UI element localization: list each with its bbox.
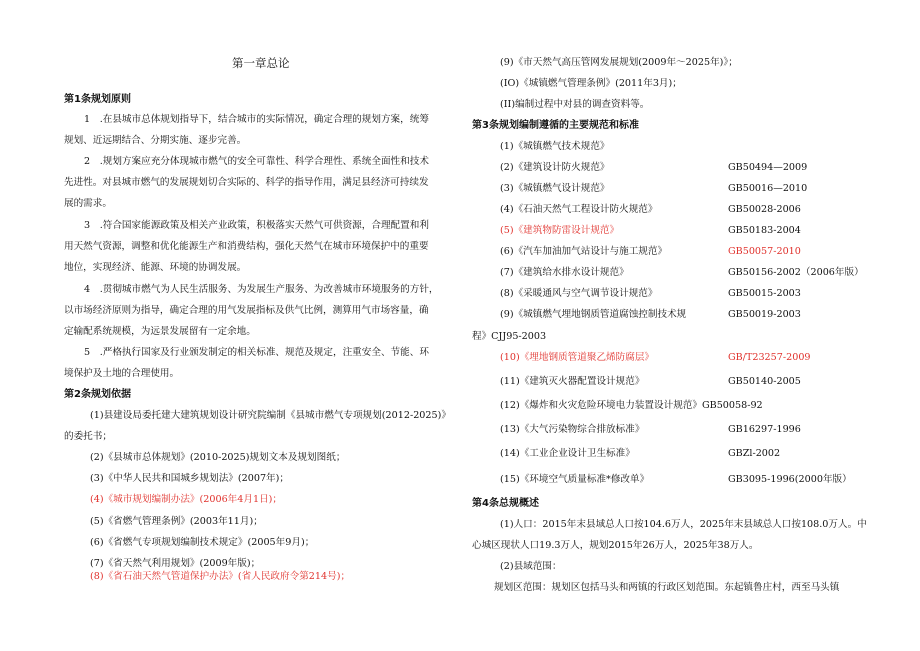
list-item: (IO)《城镇燃气管理条例》(2011年3月)； xyxy=(500,78,682,89)
standard-code: GBZl-2002 xyxy=(728,448,781,459)
list-item: 的委托书； xyxy=(64,431,112,442)
paragraph-line: 规划、近远期结合、分期实施、逐步完善。 xyxy=(64,135,247,146)
section-heading: 第2条规划依据 xyxy=(64,389,131,400)
paragraph-line: 先进性。对县城市燃气的发展规划切合实际的、科学的指导作用，满足县经济可持续发 xyxy=(64,177,429,188)
list-item: (3)《中华人民共和国城乡规划法》(2007年)； xyxy=(90,473,289,484)
standard-name: (10)《埋地钢质管道聚乙烯防腐层》 xyxy=(500,352,655,363)
standard-name: (13)《大气污染物综合排放标准》 xyxy=(500,424,645,435)
paragraph-line: (2)县域范围： xyxy=(500,561,562,572)
standard-code: GB50015-2003 xyxy=(728,288,801,299)
standard-code: GB50494—2009 xyxy=(728,162,808,173)
list-item: (6)《省燃气专项规划编制技术规定》(2005年9月)； xyxy=(90,537,315,548)
list-item: (8)《省石油天然气管道保护办法》(省人民政府令第214号)； xyxy=(90,571,351,582)
paragraph-line: 规划区范围：规划区包括马头和两镇的行政区划范围。东起镇鲁庄村，西至马头镇 xyxy=(494,582,840,593)
paragraph-line: 定输配系统规模，为远景发展留有一定余地。 xyxy=(64,326,256,337)
standard-name: (4)《石油天然气工程设计防火规范》 xyxy=(500,204,658,215)
standard-name: (5)《建筑物防雷设计规范》 xyxy=(500,225,620,236)
standard-name: (1)《城镇燃气技术规范》 xyxy=(500,141,610,152)
section-heading: 第3条规划编制遵循的主要规范和标准 xyxy=(472,120,639,131)
standard-code: GB50019-2003 xyxy=(728,309,801,320)
list-item: (5)《省燃气管理条例》(2003年11月)； xyxy=(90,516,263,527)
standard-code: GB3095-1996(2000年版） xyxy=(728,474,852,485)
section-heading: 第1条规划原则 xyxy=(64,94,131,105)
list-item: (2)《县城市总体规划》(2010-2025)规划文本及规划图纸； xyxy=(90,452,346,463)
paragraph-line: 3 .符合国家能源政策及相关产业政策，积极落实天然气可供资源，合理配置和利 xyxy=(84,220,429,231)
standard-code: GB50016—2010 xyxy=(728,183,808,194)
paragraph-line: 境保护及土地的合理使用。 xyxy=(64,368,180,379)
standard-name: (9)《城镇燃气埋地钢质管道腐蚀控制技术规 xyxy=(500,309,687,320)
paragraph-line: 展的需求。 xyxy=(64,198,112,209)
paragraph-line: 地位，实现经济、能源、环境的协调发展。 xyxy=(64,262,247,273)
paragraph-line: 2 .规划方案应充分体现城市燃气的安全可靠性、科学合理性、系统全面性和技术 xyxy=(84,156,429,167)
standard-name: (2)《建筑设计防火规范》 xyxy=(500,162,610,173)
list-item: (7)《省天然气利用规划》(2009年版)； xyxy=(90,558,261,569)
standard-name: (14)《工业企业设计卫生标准》 xyxy=(500,448,635,459)
standard-name: (6)《汽车加油加气站设计与施工规范》 xyxy=(500,246,668,257)
paragraph-line: 1 .在县城市总体规划指导下，结合城市的实际情况，确定合理的规划方案，统筹 xyxy=(84,114,429,125)
chapter-title: 第一章总论 xyxy=(232,56,290,70)
section-heading: 第4条总规概述 xyxy=(472,498,539,509)
paragraph-line: 用天然气资源，调整和优化能源生产和消费结构，强化天然气在城市环境保护中的重要 xyxy=(64,241,429,252)
standard-code: GB50140-2005 xyxy=(728,376,801,387)
standard-code: GB50156-2002（2006年版） xyxy=(728,267,864,278)
standard-name: (15)《环境空气质量标准*修改单》 xyxy=(500,474,650,485)
paragraph-line: 5 .严格执行国家及行业颁发制定的相关标准、规范及规定，注重安全、节能、环 xyxy=(84,347,429,358)
standard-name: (12)《爆炸和火灾危险环境电力装置设计规范》GB50058-92 xyxy=(500,400,763,411)
standard-code: GB50057-2010 xyxy=(728,246,801,257)
list-item: (9)《市天然气高压管网发展规划(2009年〜2025年)》； xyxy=(500,57,738,68)
paragraph-line: 4 .贯彻城市燃气为人民生活服务、为发展生产服务、为改善城市环境服务的方针， xyxy=(84,284,439,295)
standard-code: GB/T23257-2009 xyxy=(728,352,811,363)
standard-name: (7)《建筑给水排水设计规范》 xyxy=(500,267,629,278)
paragraph-line: (1)人口：2015年末县域总人口按104.6万人，2025年末县域总人口按108.0万人。中 xyxy=(500,519,867,530)
list-item: (II)编制过程中对县的调查资料等。 xyxy=(500,99,650,110)
paragraph-line: 心城区现状人口19.3万人，规划2015年26万人，2025年38万人。 xyxy=(472,540,759,551)
standard-name: (3)《城镇燃气设计规范》 xyxy=(500,183,610,194)
list-item: 程》CJJ95-2003 xyxy=(472,331,547,342)
standard-code: GB16297-1996 xyxy=(728,424,801,435)
standard-code: GB50028-2006 xyxy=(728,204,801,215)
standard-code: GB50183-2004 xyxy=(728,225,801,236)
standard-name: (8)《采暖通风与空气调节设计规范》 xyxy=(500,288,658,299)
list-item: (1)县建设局委托建大建筑规划设计研究院编制《县城市燃气专项规划(2012-2025)》 xyxy=(90,410,451,421)
standard-name: (11)《建筑灭火器配置设计规范》 xyxy=(500,376,645,387)
list-item: (4)《城市规划编制办法》(2006年4月1日)； xyxy=(90,494,283,505)
paragraph-line: 以市场经济原则为指导，确定合理的用气发展指标及供气比例，测算用气市场容量，确 xyxy=(64,305,429,316)
